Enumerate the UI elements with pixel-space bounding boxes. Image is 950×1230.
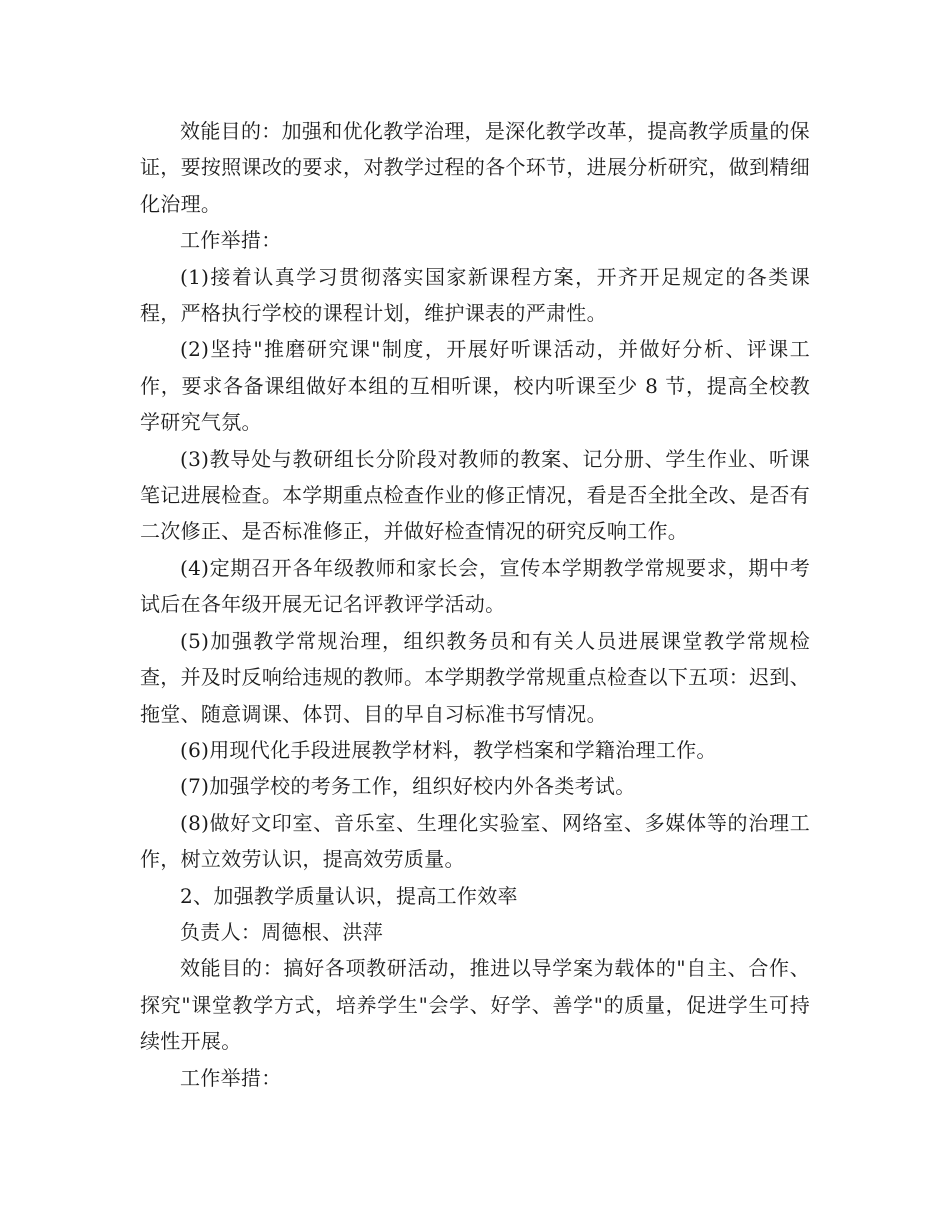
measure-item-1: (1)接着认真学习贯彻落实国家新课程方案，开齐开足规定的各类课程，严格执行学校的课程计划，维护课表的严肃性。 bbox=[140, 264, 810, 326]
measure-item-5: (5)加强教学常规治理，组织教务员和有关人员进展课堂教学常规检查，并及时反响给违规的教师。本学期教学常规重点检查以下五项：迟到、拖堂、随意调课、体罚、目的早自习标准书写情况。 bbox=[140, 628, 810, 726]
measure-item-2: (2)坚持"推磨研究课"制度，开展好听课活动，并做好分析、评课工作，要求各备课组做好本组的互相听课，校内听课至少 8 节，提高全校教学研究气氛。 bbox=[140, 337, 810, 435]
measure-item-7: (7)加强学校的考务工作，组织好校内外各类考试。 bbox=[180, 774, 636, 799]
measure-item-3: (3)教导处与教研组长分阶段对教师的教案、记分册、学生作业、听课笔记进展检查。本学期重点检查作业的修正情况，看是否全批全改、是否有二次修正、是否标准修正，并做好检查情况的研究反响工作。 bbox=[140, 446, 810, 544]
measure-item-4: (4)定期召开各年级教师和家长会，宣传本学期教学常规要求，期中考试后在各年级开展无记名评教评学活动。 bbox=[140, 555, 810, 617]
section-heading: 2、加强教学质量认识，提高工作效率 bbox=[180, 883, 518, 908]
responsible-persons: 负责人：周德根、洪萍 bbox=[180, 919, 383, 944]
goal-paragraph: 效能目的：加强和优化教学治理，是深化教学改革，提高教学质量的保证，要按照课改的要求，对教学过程的各个环节，进展分析研究，做到精细化治理。 bbox=[140, 119, 810, 216]
document-body bbox=[140, 113, 810, 1096]
goal-paragraph-2: 效能目的：搞好各项教研活动，推进以导学案为载体的"自主、合作、探究"课堂教学方式，培养学生"会学、好学、善学"的质量，促进学生可持续性开展。 bbox=[140, 956, 810, 1054]
measures-heading-2: 工作举措： bbox=[180, 1065, 282, 1090]
measures-heading: 工作举措： bbox=[180, 228, 282, 253]
measure-item-6: (6)用现代化手段进展教学材料，教学档案和学籍治理工作。 bbox=[180, 737, 717, 762]
measure-item-8: (8)做好文印室、音乐室、生理化实验室、网络室、多媒体等的治理工作，树立效劳认识，提高效劳质量。 bbox=[140, 810, 810, 872]
